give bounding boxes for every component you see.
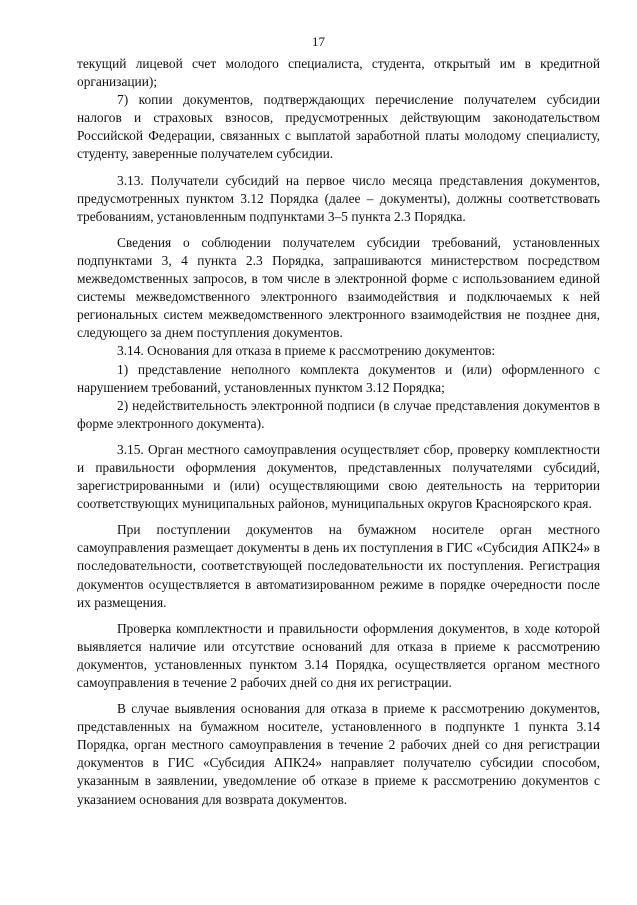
paragraph: При поступлении документов на бумажном носителе орган местного самоуправления размещает документы в день их поступления в ГИС «Субсидия АПК24» в последовательности, соответствующей последовательности их поступления. Регистрация документов осуществляется в автоматизированном режиме в порядке очередности после их размещения. — [77, 522, 600, 610]
paragraph: 3.13. Получатели субсидий на первое число месяца представления документов, предусмотренных пунктом 3.12 Порядка (далее – документы), должны соответствовать требованиям, установленным подпунктами 3–5 пункта 2.3 Порядка. — [77, 172, 600, 224]
paragraph: Проверка комплектности и правильности оформления документов, в ходе которой выявляется наличие или отсутствие оснований для отказа в приеме к рассмотрению документов, установленных пунктом 3.14 Порядка, осуществляется органом местного самоуправления в течение 2 рабочих дней со дня их регистрации. — [77, 620, 600, 690]
paragraph: 1) представление неполного комплекта документов и (или) оформленного с нарушением требований, установленных пунктом 3.12 Порядка; — [77, 361, 600, 395]
paragraph: 3.14. Основания для отказа в приеме к рассмотрению документов: — [117, 343, 496, 359]
paragraph: Сведения о соблюдении получателем субсидии требований, установленных подпунктами 3, 4 пункта 2.3 Порядка, запрашиваются министерством посредством межведомственных запросов, в том числе в электронной форме с использованием единой системы межведомственного электронного взаимодействия и подключаемых к ней региональных систем межведомственного электронного взаимодействия не позднее дня, следующего за днем поступления документов. — [77, 234, 600, 341]
document-body — [77, 55, 600, 809]
paragraph: 7) копии документов, подтверждающих перечисление получателем субсидии налогов и страховых взносов, предусмотренных действующим законодательством Российской Федерации, связанных с выплатой заработной платы молодому специалисту, студенту, заверенные получателем субсидии. — [77, 92, 600, 162]
paragraph: 2) недействительность электронной подписи (в случае представления документов в форме электронного документа). — [77, 397, 600, 431]
paragraph: текущий лицевой счет молодого специалиста, студента, открытый им в кредитной организации); — [77, 56, 600, 90]
page-number: 17 — [312, 34, 325, 49]
paragraph: В случае выявления основания для отказа в приеме к рассмотрению документов, представленных на бумажном носителе, установленного в подпункте 1 пункта 3.14 Порядка, орган местного самоуправления в течение 2 рабочих дней со дня регистрации документов в ГИС «Субсидия АПК24» направляет получателю субсидии способом, указанным в заявлении, уведомление об отказе в приеме к рассмотрению документов с указанием основания для возврата документов. — [77, 701, 600, 807]
paragraph: 3.15. Орган местного самоуправления осуществляет сбор, проверку комплектности и правильности оформления документов, представленных получателями субсидий, зарегистрированными и (или) осуществляющими свою деятельность на территории соответствующих муниципальных районов, муниципальных округов Красноярского края. — [77, 441, 600, 512]
